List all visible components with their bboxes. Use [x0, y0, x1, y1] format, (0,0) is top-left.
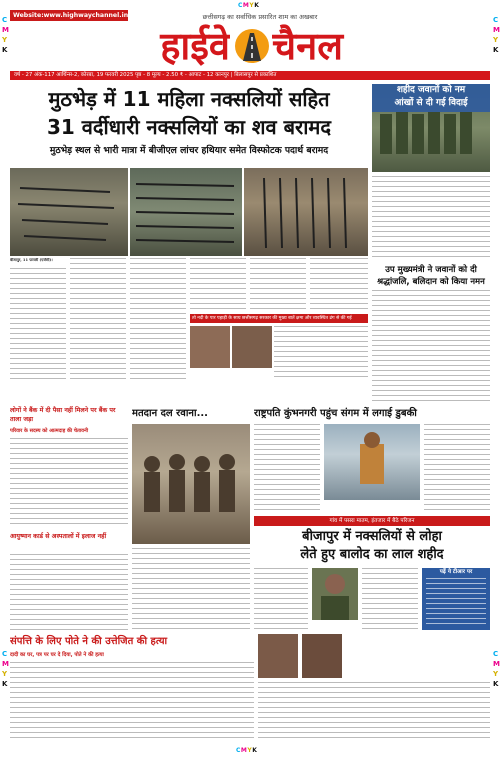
- main-story-text-col-4: [190, 258, 246, 310]
- cmyk-footer-label: CMYK: [236, 747, 258, 754]
- weapons-photo-middle: [130, 168, 242, 256]
- president-heading[interactable]: राष्ट्रपति कुंभनगरी पहुंच संगम में लगाई डुबकी: [254, 408, 417, 419]
- main-headline-line-1[interactable]: मुठभेड़ में 11 महिला नक्सलियों सहित: [48, 87, 330, 111]
- bank-lock-subhead: परिवार के सदस्य को आत्मदाह की चेतावनी: [10, 428, 89, 434]
- martyr-photo: [312, 568, 358, 620]
- bijapur-text-2: [362, 568, 418, 630]
- reg-mark-bl-c: C: [2, 650, 8, 658]
- main-story-text-col-6: [310, 258, 368, 310]
- main-story-body: [10, 258, 368, 398]
- tagline: छत्तीसगढ़ का सर्वाधिक प्रसारित शाम का अखबार: [202, 13, 318, 21]
- highway-road-icon: [233, 27, 271, 65]
- bottom-text-right: [258, 682, 490, 738]
- funeral-heading-box[interactable]: [372, 84, 490, 112]
- officer-caption-text: [274, 326, 368, 380]
- ayushman-headline[interactable]: आयुष्मान कार्ड से अस्पतालों में इलाज नहीं: [10, 533, 107, 540]
- logo: [100, 23, 400, 69]
- main-story-text-col-3: [130, 258, 186, 380]
- main-story-text-col-2: [70, 258, 126, 380]
- bijapur-headline-2[interactable]: लेते हुए बालोद का लाल शहीद: [300, 547, 444, 562]
- officer-photo-1: [190, 326, 230, 368]
- weapons-photo-left: [10, 168, 128, 256]
- edition-line: वर्ष - 27 अंक-117 आर्थिन्स-2, कोरबा, 19 फरवरी 2025 पृष्ठ - 8 मूल्य - 2.50 ₹ - आपाट - 12 कानपुर | बिलासपुर से प्रकाशित: [10, 71, 490, 80]
- bijapur-aside-box: [422, 568, 490, 630]
- reg-mark-br-m: M: [493, 660, 500, 668]
- reg-mark-right-m: M: [493, 26, 500, 34]
- cmyk-top-label: CMYK: [238, 2, 260, 9]
- funeral-story-text: [372, 176, 490, 260]
- left-column-lower: [10, 406, 128, 632]
- funeral-heading-line-2: आंखों से दी गई विदाई: [394, 98, 468, 108]
- reg-mark-br-y: Y: [493, 670, 499, 678]
- president-section: [254, 406, 490, 514]
- masthead: [10, 10, 490, 80]
- reg-mark-br-c: C: [493, 650, 499, 658]
- reg-mark-bl-y: Y: [2, 670, 8, 678]
- cm-tribute-heading[interactable]: उप मुख्यमंत्री ने जवानों को दी श्रद्धांजलि, बलिदान को किया नमन: [377, 265, 485, 287]
- bank-lock-text: [10, 438, 128, 528]
- reg-mark-right-y: Y: [493, 36, 499, 44]
- reg-mark-right-c: C: [493, 16, 499, 24]
- reg-mark-left-m: M: [2, 26, 9, 34]
- main-subhead: मुठभेड़ स्थल से भारी मात्रा में बीजीएल लांचर हथियार समेत विस्फोटक पदार्थ बरामद: [49, 145, 329, 156]
- police-sidebar: [290, 158, 368, 258]
- officer-photo-2: [232, 326, 272, 368]
- bijapur-headline-1[interactable]: बीजापुर में नक्सलियों से लोहा: [302, 529, 442, 544]
- bottom-story: [10, 634, 490, 742]
- voting-text: [132, 548, 250, 632]
- main-story-red-strip: तो नदी के पार पहाड़ी के साथ छत्तीसगढ़ सरकार की मुख्य बातें क्षमा और व्यवस्थित ढंग से की गई: [190, 314, 368, 323]
- right-column: [372, 84, 490, 404]
- cm-tribute-text: [372, 290, 490, 402]
- ayushman-text: [10, 554, 128, 632]
- reg-mark-bl-k: K: [2, 680, 8, 688]
- accused-photo-1: [258, 634, 298, 678]
- president-photo: [324, 424, 420, 500]
- reg-mark-br-k: K: [493, 680, 499, 688]
- bank-lock-headline[interactable]: लोगों ने बैंक में दी पैसा नहीं मिलने पर बैंक पर ताला जड़ा: [10, 407, 116, 423]
- reg-mark-right-k: K: [493, 46, 499, 54]
- main-headline-line-2[interactable]: 31 वर्दीधारी नक्सलियों का शव बरामद: [47, 115, 331, 139]
- reg-mark-left-k: K: [2, 46, 8, 54]
- main-story-text-col-1: [10, 268, 66, 380]
- funeral-heading-line-1: शहीद जवानों को नम: [396, 85, 466, 95]
- main-story-text-col-5: [250, 258, 306, 310]
- bijapur-aside-text: [426, 578, 486, 626]
- president-text-left: [254, 424, 320, 514]
- bottom-headline[interactable]: संपत्ति के लिए पोते ने की उत्तेजित की हत्या: [10, 636, 168, 647]
- reg-mark-left-c: C: [2, 16, 8, 24]
- main-headline-area: [10, 84, 368, 162]
- main-story-dateline: बीजापुर, 11 फरवरी (एजेंसी)।: [10, 258, 53, 262]
- bijapur-text-1: [254, 568, 308, 630]
- reg-mark-bl-m: M: [2, 660, 9, 668]
- voting-section: [132, 406, 250, 632]
- logo-text-left: हाईवे: [160, 24, 230, 68]
- bottom-subhead: दादी का घर, पत्र पर घर दे दिया, पोते ने की हत्या: [10, 652, 104, 658]
- logo-text-right: चैनल: [272, 24, 343, 68]
- bijapur-aside-heading: पढ़ें ये टीआर पर: [439, 569, 473, 575]
- accused-photo-2: [302, 634, 342, 678]
- website-bar[interactable]: Website:www.highwaychannel.in: [10, 10, 128, 21]
- reg-mark-left-y: Y: [2, 36, 8, 44]
- bijapur-banner: गांव में पसरा मातम, इंतजार में बैठे परिजन: [254, 516, 490, 526]
- president-text-right: [424, 424, 490, 514]
- bijapur-section: [254, 516, 490, 632]
- voting-heading[interactable]: मतदान दल रवाना...: [132, 408, 208, 419]
- voting-photo: [132, 424, 250, 544]
- bottom-text: [10, 662, 254, 738]
